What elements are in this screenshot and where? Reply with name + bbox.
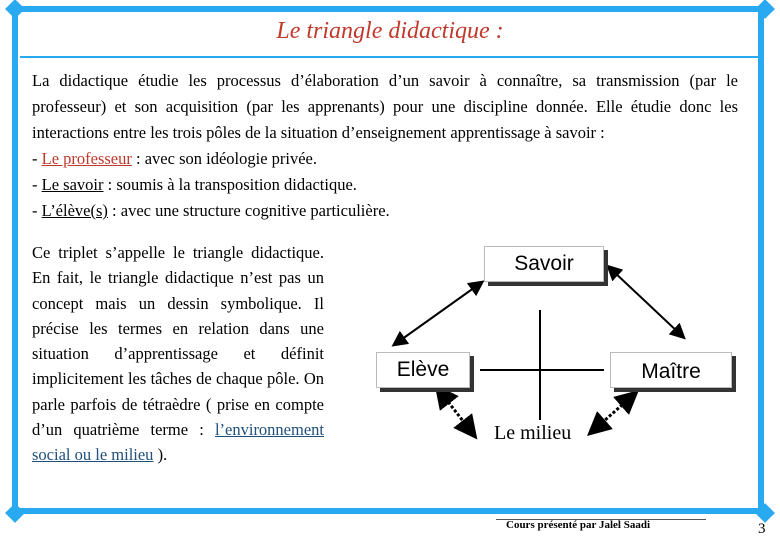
arrow-savoir-maitre (612, 270, 680, 334)
term-professeur: Le professeur (41, 149, 132, 168)
list-item-savoir: - Le savoir : soumis à la transposition didactique. (32, 175, 357, 194)
node-eleve: Elève (376, 352, 470, 388)
list-item-eleve: - L’élève(s) : avec une structure cognitive particulière. (32, 201, 390, 220)
arrow-eleve-milieu (442, 394, 470, 430)
node-milieu: Le milieu (494, 422, 572, 444)
page-number: 3 (758, 521, 766, 537)
page-title: Le triangle didactique : (276, 18, 504, 44)
intro-paragraph: La didactique étudie les processus d’élaboration d’un savoir à connaître, sa transmission (par le professeur) et son acquisition (par les apprenants) pour une discipline donnée. Elle étudie donc les interactions entre les trois pôles de la situation d’enseignement apprentissage à savoir : (32, 71, 738, 142)
intro-text (32, 68, 738, 224)
arrow-maitre-milieu (596, 398, 630, 428)
triangle-explanation: Ce triplet s’appelle le triangle didactique. En fait, le triangle didactique n’est pas un concept mais un dessin symbolique. Il précise les termes en relation dans une situation d’apprentissage et définit implicitement les tâches de chaque pôle. On parle parfois de tétraèdre ( prise en compte d’un quatrième terme : l’environnement social ou le milieu ). (32, 243, 324, 465)
title-divider (20, 56, 760, 58)
arrow-savoir-eleve (398, 285, 478, 342)
node-savoir: Savoir (484, 246, 604, 282)
node-maitre: Maître (610, 352, 732, 388)
list-item-professeur: - Le professeur : avec son idéologie privée. (32, 149, 317, 168)
term-eleve: L’élève(s) (41, 201, 108, 220)
term-savoir: Le savoir (41, 175, 104, 194)
term-milieu: l’environnement social ou le milieu (32, 420, 324, 465)
footer-credit: Cours présenté par Jalel Saadi (506, 519, 651, 531)
